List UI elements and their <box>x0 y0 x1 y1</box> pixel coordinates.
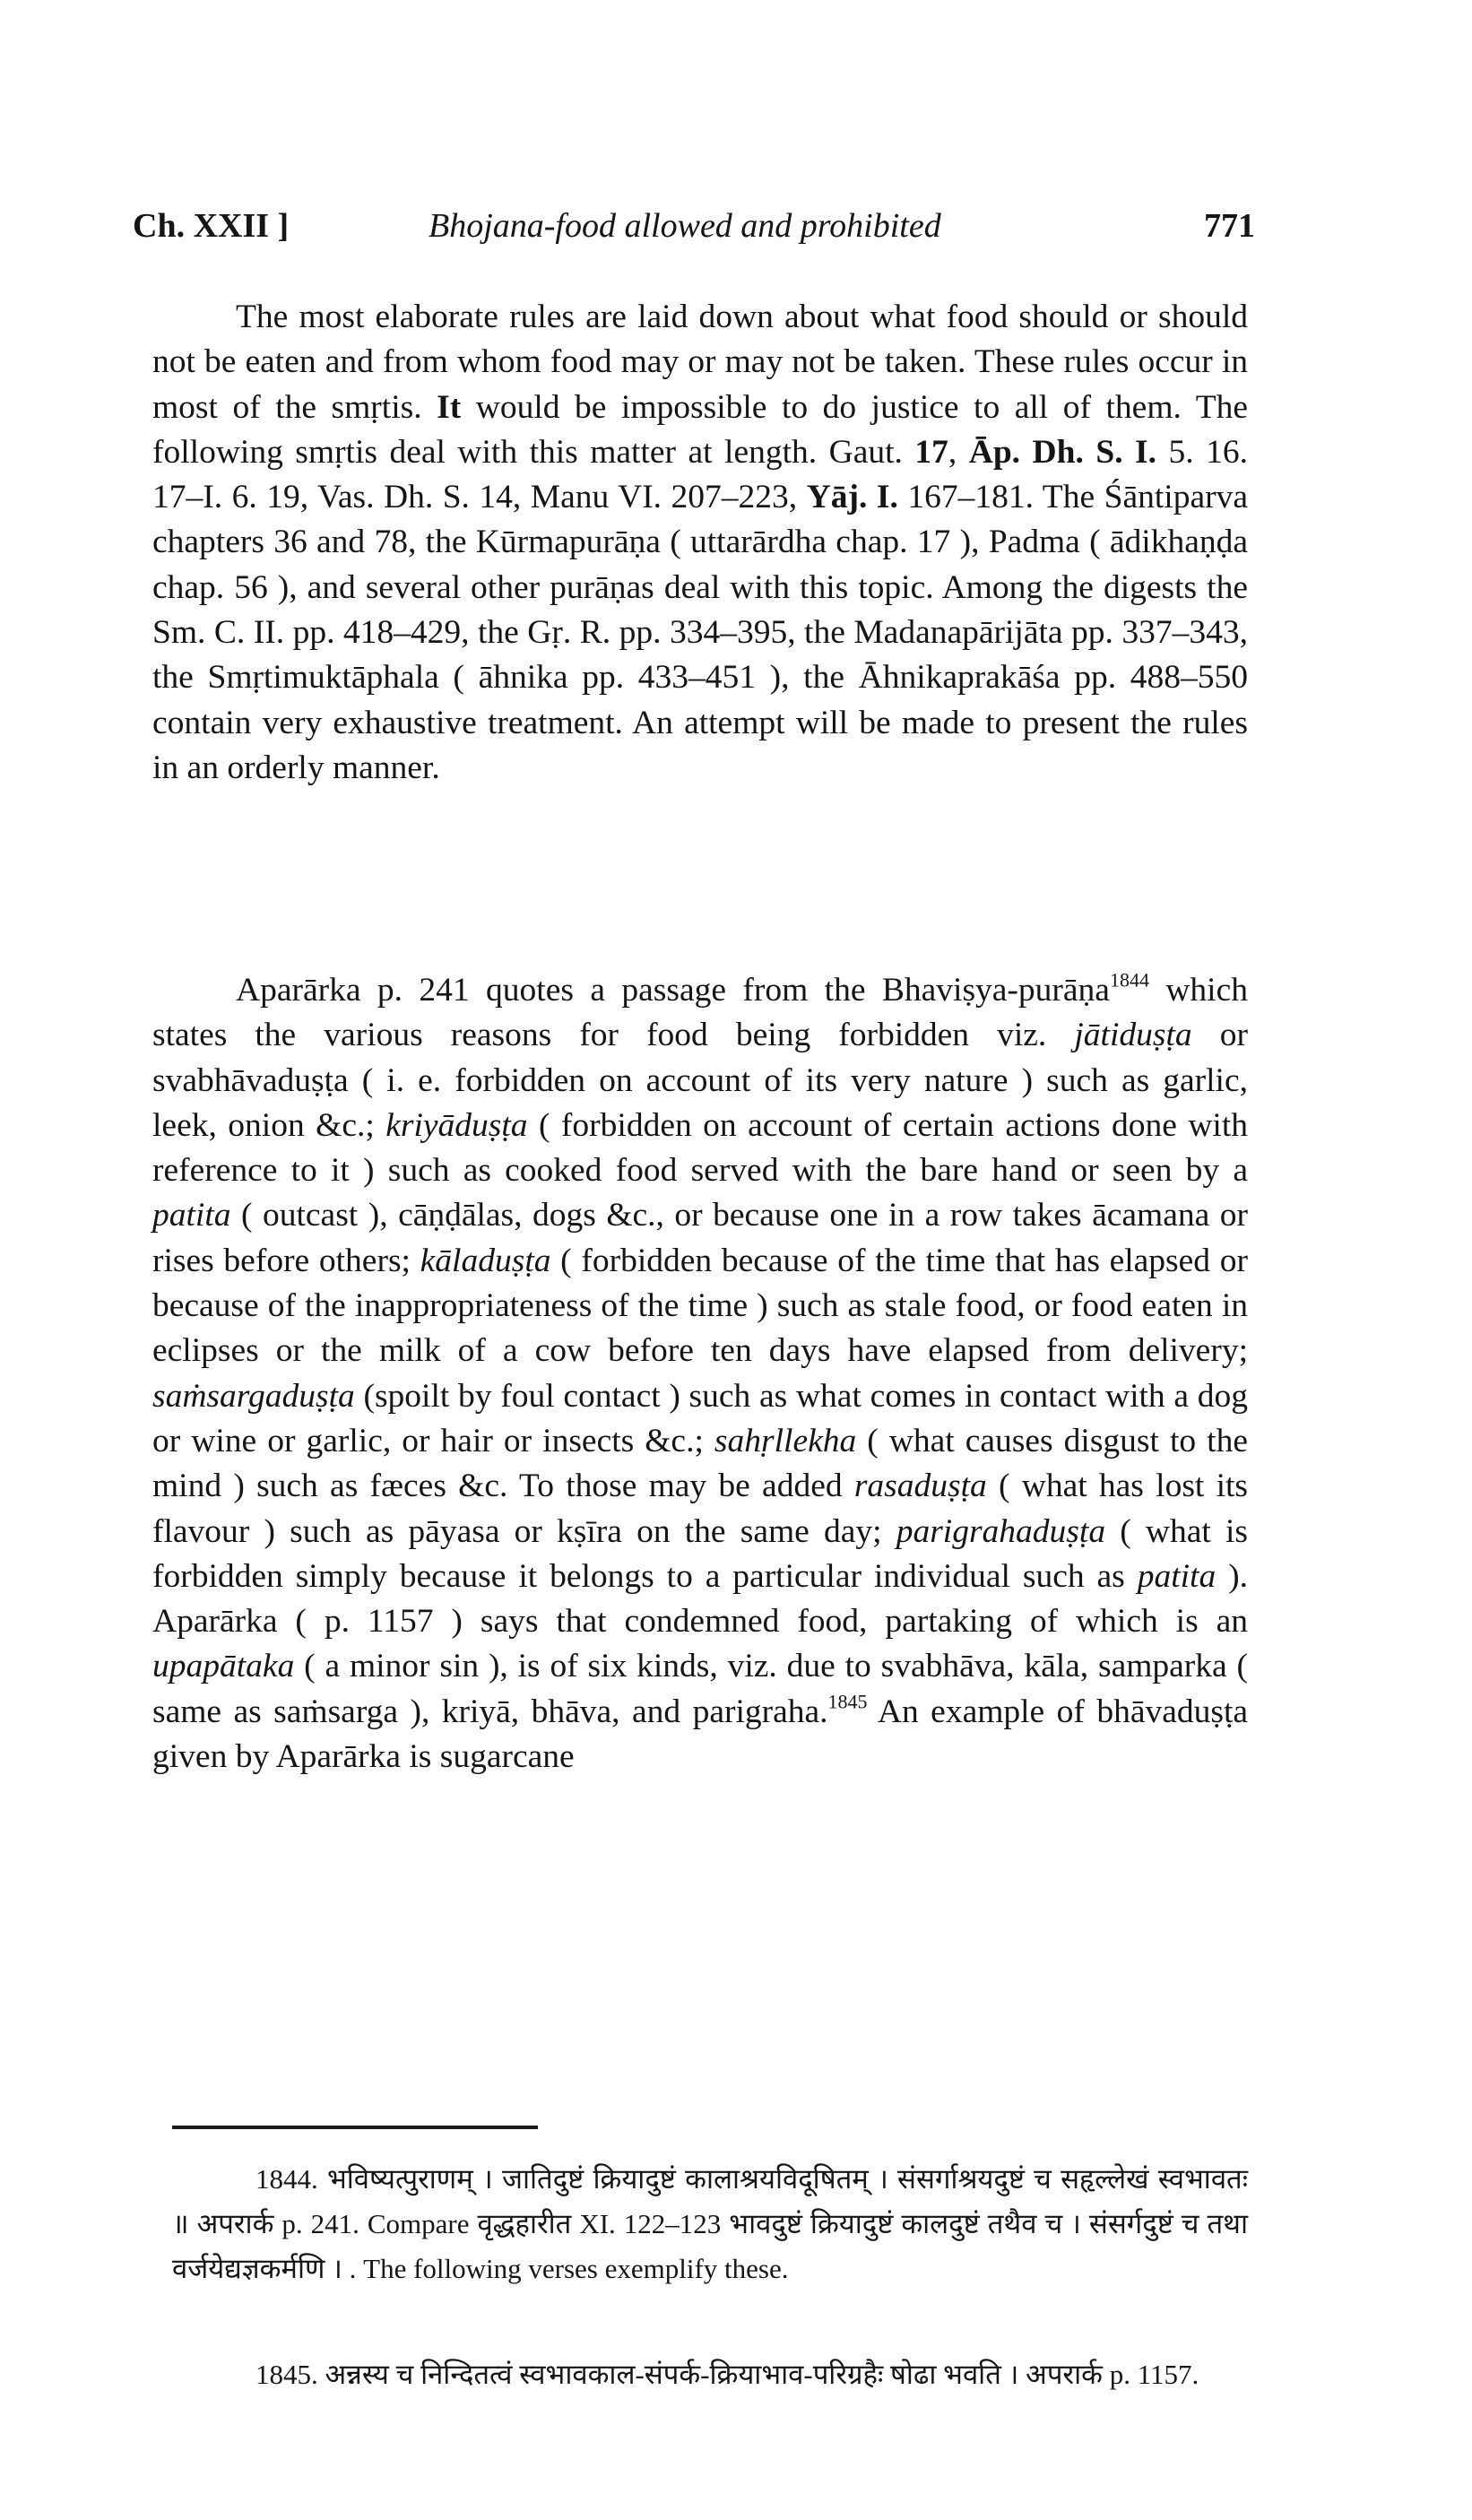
text-run: (spoilt by foul contact ) such as what comes in contact with a dog or wine or garlic, or hair or insects &c.; <box>152 1377 1248 1459</box>
footnote-number: 1844. <box>255 2163 318 2195</box>
text-run: Aparārka p. 241 quotes a passage from the Bhaviṣya-purāṇa <box>236 972 1110 1009</box>
text-run: would be impossible to do justice to all of them. The following smṛtis deal with this matter at length. Gaut. <box>152 388 1249 471</box>
text-run: ). Aparārka ( p. 1157 ) says that condemned food, partaking of which is an <box>152 1557 1248 1641</box>
text-run: upapātaka <box>152 1648 295 1685</box>
text-run: It <box>437 388 462 426</box>
text-run: sahṛllekha <box>714 1422 857 1459</box>
text-run: ( outcast ), cāṇḍālas, dogs &c., or because one in a row takes ācamana or rises before others; <box>152 1197 1248 1279</box>
footnote-text: अन्नस्य च निन्दितत्वं स्वभावकाल-संपर्क-क्रियाभाव-परिग्रहैः षोढा भवति । अपरार्क p. 1157. <box>317 2359 1199 2390</box>
text-run: ( forbidden because of the time that has elapsed or because of the inappropriateness of the time ) such as stale food, or food eaten in eclipses or the milk of a cow before ten days have elapsed from delivery; <box>152 1242 1248 1370</box>
text-run: rasaduṣṭa <box>853 1468 987 1505</box>
text-run: 17 <box>914 433 948 471</box>
text-run: Yāj. I. <box>806 479 898 516</box>
paragraph-food-rules <box>152 295 1248 791</box>
text-run: which states the various reasons for food being forbidden viz. <box>152 972 1248 1054</box>
running-title: Bhojana-food allowed and prohibited <box>429 207 941 245</box>
chapter-label: Ch. XXII ] <box>133 207 290 245</box>
text-run: 167–181. The Śāntiparva chapters 36 and 78, the Kūrmapurāṇa ( uttarārdha chap. 17 ), Padma ( ādikhaṇḍa chap. 56 ), and several other purāṇas deal with this topic. Among the digests the Sm. C. II. pp. 418–429, the Gṛ. R. pp. 334–395, the Madanapārijāta pp. 337–343, the Smṛtimuktāphala ( āhnika pp. 433–451 ), the Āhnikaprakāśa pp. 488–550 contain very exhaustive treatment. An attempt will be made to present the rules in an orderly manner. <box>152 479 1248 786</box>
text-run: patita <box>1137 1557 1217 1595</box>
footnote-text: भविष्यत्पुराणम् । जातिदुष्टं क्रियादुष्टं कालाश्रयविदूषितम् । संसर्गाश्रयदुष्टं च सहृल्लेखं स्वभावतः ॥ अपरार्क p. 241. Compare वृद्धहारीत XI. 122–123 भावदुष्टं क्रियादुष्टं कालदुष्टं तथैव च । संसर्गदुष्टं च तथा वर्जयेद्यज्ञकर्मणि । . The following verses exemplify these. <box>172 2163 1248 2284</box>
text-run: ( forbidden on account of certain actions done with reference to it ) such as cooked food served with the bare hand or seen by a <box>152 1106 1249 1190</box>
text-run: jātiduṣṭa <box>1074 1017 1192 1054</box>
text-run: parigrahaduṣṭa <box>896 1512 1106 1550</box>
footnote-divider <box>172 2126 538 2129</box>
text-run: 5. 16. 17–I. 6. 19, Vas. Dh. S. 14, Manu VI. 207–223, <box>152 433 1248 516</box>
text-run: ( a minor sin ), is of six kinds, viz. due to svabhāva, kāla, samparka ( same as saṁsarga ), kriyā, bhāva, and parigraha. <box>152 1648 1248 1730</box>
text-run: ( what has lost its flavour ) such as pāyasa or kṣīra on the same day; <box>152 1468 1249 1550</box>
footnote-number: 1845. <box>255 2359 318 2390</box>
footnote-1845 <box>172 2352 1248 2397</box>
running-header <box>133 206 1255 260</box>
paragraph-forbidden-food <box>152 968 1248 1780</box>
text-run: kāladuṣṭa <box>420 1242 551 1279</box>
text-run: patita <box>152 1197 231 1234</box>
page-number: 771 <box>1204 207 1255 245</box>
text-run: An example of bhāvaduṣṭa given by Aparārka is sugarcane <box>152 1693 1249 1776</box>
footnote-ref: 1845 <box>827 1690 868 1713</box>
text-run: ( what is forbidden simply because it belongs to a particular individual such as <box>152 1512 1248 1595</box>
text-run: or svabhāvaduṣṭa ( i. e. forbidden on account of its very nature ) such as garlic, leek, onion &c.; <box>152 1017 1248 1144</box>
text-run: saṁsargaduṣṭa <box>152 1377 355 1415</box>
text-run: kriyāduṣṭa <box>385 1106 528 1144</box>
text-run: The most elaborate rules are laid down about what food should or should not be eaten and from whom food may or may not be taken. These rules occur in most of the smṛtis. <box>152 299 1248 426</box>
footnote-1844 <box>172 2157 1248 2291</box>
footnote-ref: 1844 <box>1109 968 1149 992</box>
text-run: , <box>948 433 969 471</box>
text-run: Āp. Dh. S. I. <box>968 433 1157 471</box>
text-run: ( what causes disgust to the mind ) such as fæces &c. To those may be added <box>152 1422 1248 1505</box>
